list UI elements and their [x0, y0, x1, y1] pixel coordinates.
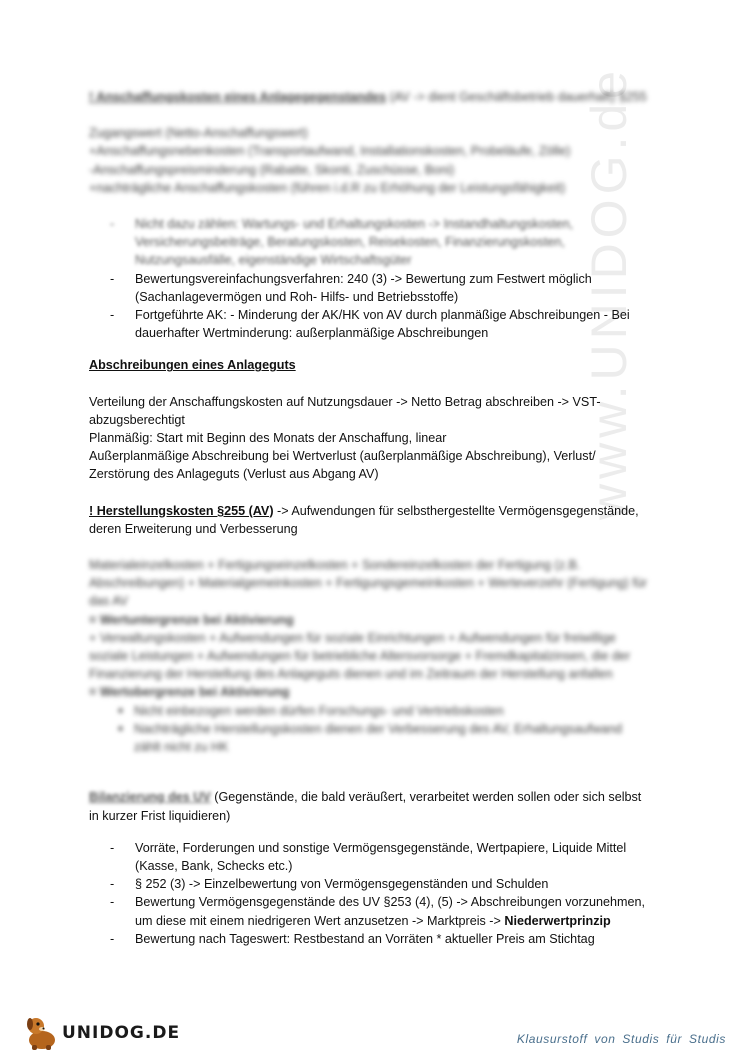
list-item: - § 252 (3) -> Einzelbewertung von Vermögensgegenständen und Schulden: [135, 875, 649, 893]
schema-line: = Wertobergrenze bei Aktivierung: [89, 685, 290, 700]
document-content: [89, 88, 649, 948]
formula-line: Zugangswert (Netto-Anschaffungswert): [89, 126, 308, 141]
schema-line: = Wertuntergrenze bei Aktivierung: [89, 612, 294, 627]
arrow-list: [89, 702, 649, 757]
list-item: - Bewertung nach Tageswert: Restbestand an Vorräten * aktueller Preis am Stichtag: [135, 930, 649, 948]
section-bilanzierung-heading: [89, 788, 649, 824]
list-item: ➧ Nicht einbezogen werden dürfen Forschungs- und Vertriebskosten: [134, 702, 649, 720]
section-anschaffungskosten-heading: [89, 88, 649, 106]
section-title: ! Herstellungskosten §255 (AV): [89, 503, 274, 518]
list-item: - Bewertungsvereinfachungsverfahren: 240 (3) -> Bewertung zum Festwert möglich (Sachanlagevermögen und Roh- Hilfs- und Betriebsstoffe): [135, 270, 649, 306]
footer-logo: [22, 1012, 182, 1052]
section-title-suffix: (Gegenstände, die bald veräußert, verarbeitet werden sollen oder sich selbst in kurzer Frist liquidieren): [89, 790, 642, 823]
footer-tagline: Klausurstoff von Studis für Studis: [516, 1032, 726, 1046]
herstellungskosten-schema: [89, 556, 649, 756]
formula-block: [89, 124, 649, 197]
formula-line: -Anschaffungspreisminderung (Rabatte, Skonti, Zuschüsse, Boni): [89, 162, 455, 177]
paragraph-line: Außerplanmäßige Abschreibung bei Wertverlust (außerplanmäßige Abschreibung), Verlust/ Zerstörung des Anlageguts (Verlust aus Abgang AV): [89, 449, 596, 482]
dog-mascot-icon: [22, 1012, 62, 1052]
logo-text: UNIDOG.DE: [62, 1023, 181, 1043]
schema-line: Materialeinzelkosten + Fertigungseinzelkosten + Sondereinzelkosten der Fertigung (z.B. Abschreibungen) + Materialgemeinkosten + Fertigungsgemeinkosten + Werteverzehr (Fertigung) für das AV: [89, 558, 648, 609]
paragraph-line: Planmäßig: Start mit Beginn des Monats der Anschaffung, linear: [89, 431, 447, 446]
section-herstellungskosten-heading: [89, 502, 649, 538]
formula-line: +Anschaffungsnebenkosten (Transportaufwand, Installationskosten, Probeläufe, Zölle): [89, 144, 571, 159]
list-item: [135, 893, 649, 929]
paragraph-line: Verteilung der Anschaffungskosten auf Nutzungsdauer -> Netto Betrag abschreiben -> VST-abzugsberechtigt: [89, 394, 601, 427]
list-item: - Vorräte, Forderungen und sonstige Vermögensgegenstände, Wertpapiere, Liquide Mittel (Kasse, Bank, Schecks etc.): [135, 839, 649, 875]
list-item: ➧ Nachträgliche Herstellungskosten dienen der Verbesserung des AV, Erhaltungsaufwand zählt nicht zu HK: [134, 720, 649, 756]
bullet-list: [89, 839, 649, 948]
list-item: - Fortgeführte AK: - Minderung der AK/HK von AV durch planmäßige Abschreibungen - Bei dauerhafter Wertminderung: außerplanmäßige Abschreibungen: [135, 306, 649, 342]
section-title-suffix: (AV -> dient Geschäftsbetrieb dauerhaft) §255: [389, 90, 647, 104]
bullet-list: [89, 215, 649, 342]
list-item-text: Bewertung Vermögensgegenstände des UV §253 (4), (5) -> Abschreibungen vorzunehmen, um diese mit einem niedrigeren Wert anzusetzen -> Marktpreis ->: [135, 895, 646, 928]
formula-line: +nachträgliche Anschaffungskosten (führen i.d.R zu Erhöhung der Leistungsfähigkeit): [89, 180, 566, 195]
section-title: ! Anschaffungskosten eines Anlagegegenstandes: [89, 90, 387, 104]
section-abschreibungen-heading: Abschreibungen eines Anlageguts: [89, 358, 296, 373]
section-title-suffix: -> Aufwendungen für selbsthergestellte Vermögensgegenstände, deren Erweiterung und Verbesserung: [89, 503, 639, 536]
list-item: - Nicht dazu zählen: Wartungs- und Erhaltungskosten -> Instandhaltungskosten, Versicherungsbeiträge, Beratungskosten, Reisekosten, Finanzierungskosten, Nutzungsausfälle, eigenständige Wirtschaftsgüter: [135, 215, 649, 270]
list-item-emphasis: Niederwertprinzip: [504, 913, 611, 928]
schema-line: + Verwaltungskosten + Aufwendungen für soziale Einrichtungen + Aufwendungen für freiwillige soziale Leistungen + Aufwendungen für betriebliche Altersvorsorge + Fremdkapitalzinsen, die der Finanzierung der Herstellung des Anlageguts dienen und im Zeitraum der Herstellung anfallen: [89, 630, 631, 682]
section-title: Bilanzierung des UV: [89, 790, 211, 805]
watermark: www.UNIDOG.de: [581, 66, 637, 520]
